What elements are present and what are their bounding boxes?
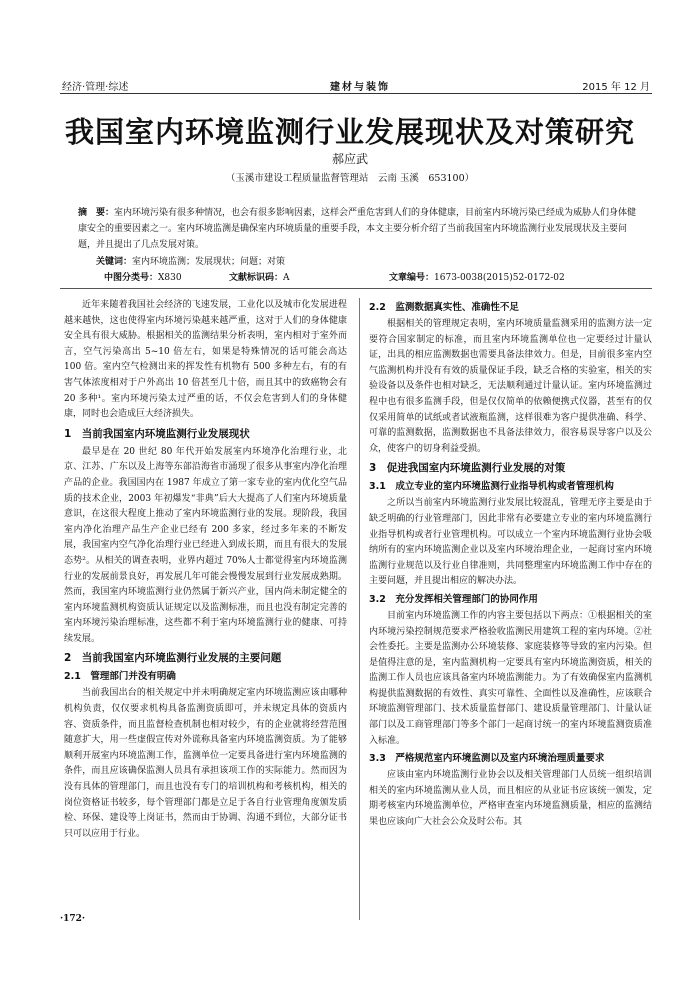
affiliation: （玉溪市建设工程质量监督管理站 云南 玉溪 653100） [225, 173, 475, 184]
section-3-1-paragraph: 之所以当前室内环境监测行业发展比较混乱，管理无序主要是由于缺乏明确的行业管理部门，因此非常有必要建立专业的室内环境监测行业指导机构或者行业管理机构。可以成立一个室内环境监测行业协会吸纳所有的室内环境监测企业以及室内环境治理企业，一起商讨室内环境监测行业规范以及行业自律准则，共同整理室内环境监测工作中存在的主要问题，并且提出相应的解决办法。 [369, 498, 652, 587]
keywords-label: 关键词： [96, 257, 133, 267]
right-column [369, 298, 652, 831]
abstract [78, 205, 638, 253]
section-3-heading: 3 促进我国室内环境监测行业发展的对策 [369, 462, 566, 475]
abstract-label: 摘 要： [78, 208, 115, 218]
header-rule [60, 93, 652, 94]
issue-date: 2015 年 12 月 [582, 82, 650, 93]
section-3-3-heading: 3.3 严格规范室内环境监测以及室内环境治理质量要求 [369, 753, 605, 765]
article-no-label: 文章编号： [389, 273, 435, 283]
section-2-1-heading: 2.1 管理部门并没有明确 [64, 671, 176, 683]
paper-title: 我国室内环境监测行业发展现状及对策研究 [64, 115, 635, 149]
section-2-1-paragraph: 当前我国出台的相关规定中并未明确规定室内环境监测应该由哪种机构负责，仅仅要求机构具备监测资质即可，并未规定具体的资质内容、资质条件，而且监督检查机制也相对较少，有的企业就将经营范围随意扩大，用一些虚假宣传对外谎称具备室内环境监测资质。为了能够顺利开展室内环境监测工作，监测单位一定要具备进行室内环境监测的条件，而且应该确保监测人员具有承担该项工作的实际能力。然而因为没有具体的管理部门，而且也没有专门的培训机构和考核机构，相关的岗位资格证书较多，每个管理部门都是立足于各自行业管理角度颁发质检、环保、建设等上岗证书，然而由于协调、沟通不到位，大部分证书只可以应用于行业。 [64, 688, 347, 839]
doc-code-value: A [283, 273, 290, 283]
journal-section: 经济·管理·综述 [62, 82, 129, 93]
section-3-2-heading: 3.2 充分发挥相关管理部门的协同作用 [369, 593, 538, 605]
intro-paragraph: 近年来随着我国社会经济的飞速发展，工业化以及城市化发展进程越来越快，这也使得室内环境污染越来越严重，这对于人们的身体健康安全具有很大威胁。根据相关的监测结果分析表明，室内相对于室外而言，空气污染高出 5~10 倍左右，如果是特殊情况的话可能会高达 100 倍。室内空气检测出来的挥发性有机物有 500 多种左右，有的有害气体浓度相对于户外高出 10 倍甚至几十倍，而且其中的致癌物会有 20 多种¹。室内环境污染太过严重的话，不仅会危害到人们的身体健康，同时也会造成巨大经济损失。 [64, 300, 347, 420]
keywords-text: 室内环境监测；发展现状；问题；对策 [132, 257, 286, 267]
section-1-paragraph: 最早是在 20 世纪 80 年代开始发展室内环境净化治理行业，北京、江苏、广东以及上海等东部沿海省市涌现了很多从事室内净化治理产品的企业。我国国内在 1987 年成立了第一家专业的室内优化空气品质的技术企业，2003 年初爆发“非典”后大大提高了人们室内环境质量意识，在这很大程度上推动了室内环境监测行业的发展。现阶段，我国室内净化治理产品生产企业已经有 200 多家，经过多年来的不断发展，我国室内空气净化治理行业已经进入到成长期，而且有很大的发展态势²。从相关的调查表明，业界内超过 70%人士都觉得室内环境监测行业的发展前景良好，再发展几年可能会慢慢发展到行业发展成熟期。然而，我国室内环境监测行业仍然属于新兴产业，国内尚未制定健全的室内环境监测机构资质认证规定以及监测标准，而且也没有制定完善的室内环境污染治理标准，这些都不利于室内环境监测行业的健康、可持续发展。 [64, 446, 347, 644]
clc-label: 中图分类号： [104, 273, 159, 283]
abstract-rule [60, 288, 652, 289]
clc-value: X830 [158, 273, 182, 283]
section-3-3-paragraph: 应该由室内环境监测行业协会以及相关管理部门人员统一组织培训相关的室内环境监测从业人员，而且相应的从业证书应该统一颁发，定期考核室内环境监测单位，严格审查室内环境监测质量，相应的监测结果也应该向广大社会公众及时公布。其 [369, 770, 652, 828]
article-no-value: 1673-0038(2015)52-0172-02 [434, 273, 565, 283]
keywords [96, 254, 285, 267]
section-3-1-heading: 3.1 成立专业的室内环境监测行业指导机构或者管理机构 [369, 481, 614, 493]
journal-name: 建材与装饰 [330, 82, 390, 93]
column-divider [359, 298, 360, 920]
section-1-heading: 1 当前我国室内环境监测行业发展现状 [64, 427, 250, 440]
page-number: ·172· [60, 914, 86, 924]
abstract-text: 室内环境污染有很多种情况，也会有很多影响因素，这样会严重危害到人们的身体健康，目前室内环境污染已经成为威胁人们身体健康安全的重要因素之一。室内环境监测是确保室内环境质量的重要手段，本文主要分析介绍了当前我国室内环境监测行业发展现状及主要问题，并且提出了几点发展对策。 [78, 208, 637, 250]
author: 郝应武 [331, 152, 368, 166]
left-column [64, 298, 347, 842]
section-2-heading: 2 当前我国室内环境监测行业发展的主要问题 [64, 652, 282, 665]
classification-meta [104, 270, 634, 283]
section-3-2-paragraph: 目前室内环境监测工作的内容主要包括以下两点：①根据相关的室内环境污染控制规范要求严格验收监测民用建筑工程的室内环境。②社会性委托。主要是监测办公环境装修、家庭装修等导致的室内污染。但是值得注意的是，室内监测机构一定要具有室内环境监测资质，相关的监测工作人员也应该具备室内环境监测能力。为了有效确保室内监测机构提供监测数据的有效性、真实可靠性、全面性以及准确性，应该联合环境监测管理部门、技术质量监督部门、建设质量管理部门、计量认证部门以及工商管理部门等多个部门一起商讨统一的室内环境监测资质准入标准。 [369, 610, 652, 746]
section-2-2-paragraph: 根据相关的管理规定表明，室内环境质量监测采用的监测方法一定要符合国家制定的标准，而且室内环境监测单位也一定要经过计量认证，出具的相应监测数据也需要具备法律效力。但是，目前很多室内空气监测机构并没有有效的质量保证手段，缺乏合格的实验室，相关的实验设备以及条件也相对缺乏，无法顺利通过计量认证。室内环境监测过程中也有很多监测手段，但是仅仅简单的依赖便携式仪器，甚至有的仅仅采用简单的试纸或者试液瓶监测，这样很难为客户提供准确、科学、可靠的监测数据，监测数据也不具备法律效力，很容易误导客户以及公众，使客户的切身利益受损。 [369, 319, 652, 454]
section-2-2-heading: 2.2 监测数据真实性、准确性不足 [369, 302, 519, 313]
doc-code-label: 文献标识码： [229, 273, 284, 283]
